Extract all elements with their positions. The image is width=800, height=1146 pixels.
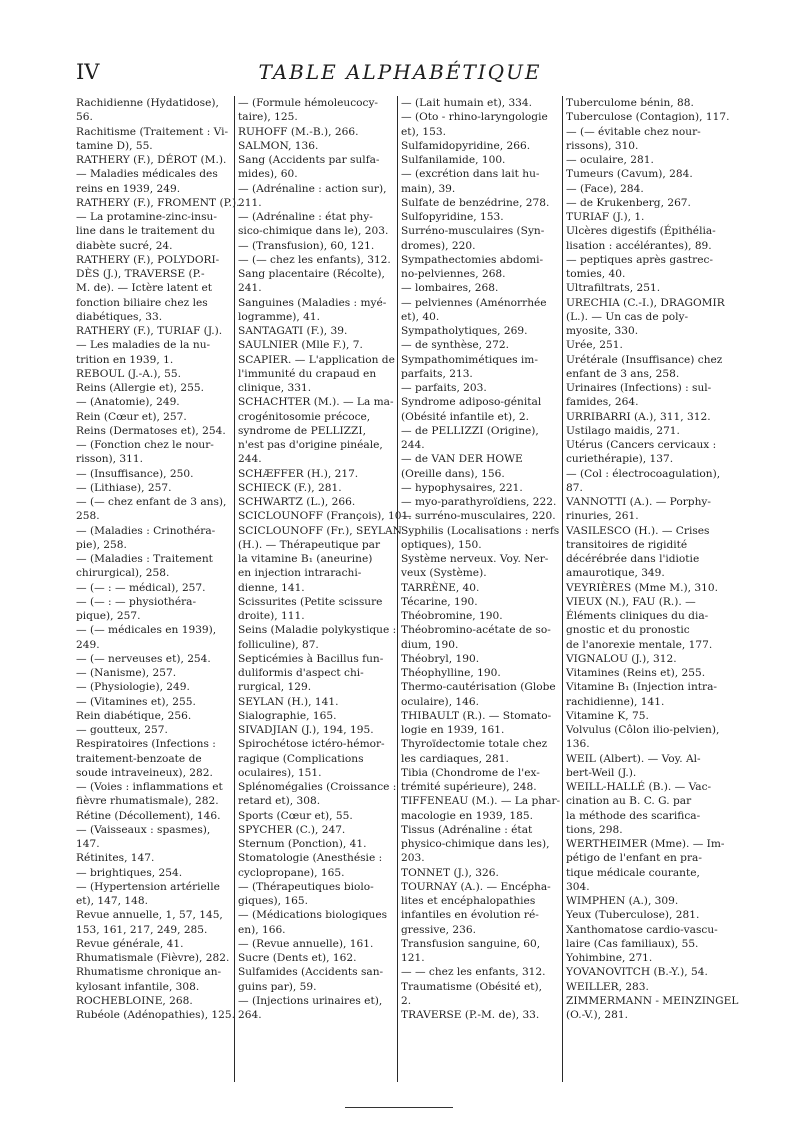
index-entry-line: la méthode des scarifica- (566, 809, 701, 822)
index-entry-line: — (Injections urinaires et), (238, 994, 383, 1007)
index-entry-line: Tuberculose (Contagion), 117. (566, 111, 730, 124)
index-entry-line: cination au B. C. G. par (566, 795, 692, 808)
index-entry-line: rurgical, 129. (238, 681, 312, 694)
index-entry-line: tions, 298. (566, 823, 623, 836)
index-entry-line: (H.). — Thérapeutique par (238, 538, 381, 551)
index-entry-line: 249. (76, 638, 100, 651)
index-entry-line: SAULNIER (Mlle F.), 7. (238, 339, 363, 352)
index-entry-line: Théobryl, 190. (401, 652, 480, 665)
index-entry-line: n'est pas d'origine pinéale, (238, 439, 383, 451)
index-entry-line: 264. (238, 1009, 262, 1021)
index-entry-line: — surréno-musculaires, 220. (401, 510, 556, 523)
index-entry-line: WEIL (Albert). — Voy. Al- (566, 752, 701, 765)
index-entry-line: Reins (Dermatoses et), 254. (76, 424, 226, 437)
index-entry-line: SCAPIER. — L'application de (238, 353, 395, 366)
index-entry-line: URRIBARRI (A.), 311, 312. (566, 410, 711, 423)
index-entry-line: — goutteux, 257. (76, 724, 168, 736)
column-divider (397, 96, 398, 1082)
index-entry-line: — (Lait humain et), 334. (401, 97, 533, 109)
index-entry-line: et), 153. (401, 125, 446, 138)
index-entry-line: Système nerveux. Voy. Ner- (401, 553, 549, 565)
index-entry-line: trémité supérieure), 248. (401, 781, 537, 793)
index-entry-line: folliculine), 87. (238, 638, 319, 651)
index-entry-line: en injection intrarachi- (238, 567, 362, 580)
index-entry-line: enfant de 3 ans, 258. (566, 367, 680, 380)
index-entry-line: Rhumatisme chronique an- (76, 966, 222, 979)
index-entry-line: VIEUX (N.), FAU (R.). — (566, 595, 696, 608)
index-entry-line: SALMON, 136. (238, 139, 319, 152)
index-entry-line: Sang placentaire (Récolte), (238, 268, 385, 280)
index-entry-line: YOVANOVITCH (B.-Y.), 54. (566, 966, 708, 979)
index-entry-line: — (Vitamines et), 255. (76, 695, 196, 708)
index-entry-line: REBOUL (J.-A.), 55. (76, 367, 181, 380)
index-entry-line: TIFFENEAU (M.). — La phar- (401, 795, 561, 808)
index-entry-line: — (Anatomie), 249. (76, 396, 180, 409)
index-entry-line: Théophylline, 190. (401, 667, 501, 679)
index-entry-line: SEYLAN (H.), 141. (238, 695, 339, 708)
index-entry-line: M. de). — Ictère latent et (76, 282, 213, 295)
index-entry-line: — oculaire, 281. (566, 154, 654, 166)
index-entry-line: — (— chez les enfants), 312. (238, 253, 391, 266)
index-entry-line: soude intraveineux), 282. (76, 766, 213, 779)
index-entry-line: Théobromino-acétate de so- (401, 624, 551, 637)
index-entry-line: pie), 258. (76, 538, 127, 551)
index-entry-line: Septicémies à Bacillus fun- (238, 652, 384, 665)
index-column-3 (401, 96, 561, 1086)
index-entry-line: Transfusion sanguine, 60, (401, 937, 541, 950)
index-entry-line: SANTAGATI (F.), 39. (238, 325, 348, 337)
index-entry-line: — (Col : électrocoagulation), (566, 467, 721, 480)
index-entry-line: Tissus (Adrénaline : état (401, 823, 533, 836)
index-entry-line: VEYRIÈRES (Mme M.), 310. (566, 581, 718, 594)
index-entry-line: kylosant infantile, 308. (76, 980, 200, 993)
index-entry-line: Tibia (Chondrome de l'ex- (401, 766, 540, 779)
index-entry-line: Éléments cliniques du dia- (566, 610, 709, 622)
index-entry-line: dromes), 220. (401, 239, 476, 252)
index-entry-line: bert-Weil (J.). (566, 766, 637, 779)
index-entry-line: — de VAN DER HOWE (401, 453, 523, 466)
index-entry-line: — (— nerveuses et), 254. (76, 652, 211, 665)
index-entry-line: Surréno-musculaires (Syn- (401, 225, 545, 238)
index-entry-line: logramme), 41. (238, 310, 321, 323)
index-entry-line: Ulcères digestifs (Épithélia- (566, 225, 716, 238)
page-title: TABLE ALPHABÉTIQUE (258, 60, 542, 84)
index-entry-line: gnostic et du pronostic (566, 624, 690, 637)
index-entry-line: — peptiques après gastrec- (566, 253, 713, 266)
index-entry-line: Sanguines (Maladies : myé- (238, 296, 387, 309)
index-entry-line: VANNOTTI (A.). — Porphy- (566, 496, 711, 508)
index-entry-line: traitement-benzoate de (76, 752, 202, 765)
index-entry-line: (L.). — Un cas de poly- (566, 310, 689, 323)
index-entry-line: VASILESCO (H.). — Crises (566, 524, 710, 537)
index-entry-line: RUHOFF (M.-B.), 266. (238, 125, 359, 138)
index-entry-line: — (— chez enfant de 3 ans), (76, 496, 227, 508)
index-entry-line: pique), 257. (76, 610, 141, 622)
index-entry-line: clinique, 331. (238, 382, 312, 394)
index-entry-line: no-pelviennes, 268. (401, 268, 506, 280)
index-entry-line: — parfaits, 203. (401, 382, 487, 394)
column-divider (562, 96, 563, 1082)
index-entry-line: oculaire), 146. (401, 695, 480, 708)
index-entry-line: SIVADJIAN (J.), 194, 195. (238, 724, 374, 736)
index-entry-line: trition en 1939, 1. (76, 353, 174, 366)
index-entry-line: — (Insuffisance), 250. (76, 467, 194, 480)
index-entry-line: — myo-parathyroïdiens, 222. (401, 496, 557, 508)
index-entry-line: RATHERY (F.), FROMENT (P.). (76, 196, 240, 209)
index-entry-line: Rubéole (Adénopathies), 125. (76, 1009, 236, 1021)
index-entry-line: Spirochétose ictéro-hémor- (238, 738, 385, 751)
index-entry-line: fonction biliaire chez les (76, 296, 208, 309)
index-entry-line: Rhumatismale (Fièvre), 282. (76, 952, 230, 964)
index-entry-line: ragique (Complications (238, 752, 364, 765)
index-entry-line: Rachidienne (Hydatidose), (76, 97, 219, 109)
index-entry-line: veux (Système). (401, 567, 487, 580)
index-entry-line: macologie en 1939, 185. (401, 809, 533, 822)
index-column-2 (238, 96, 412, 1086)
index-entry-line: Urinaires (Infections) : sul- (566, 382, 712, 394)
index-entry-line: Rétine (Décollement), 146. (76, 809, 221, 822)
index-entry-line: Ultrafiltrats, 251. (566, 282, 661, 295)
index-entry-line: syndrome de PELLIZZI, (238, 424, 366, 437)
index-entry-line: droite), 111. (238, 610, 305, 622)
index-entry-line: 241. (238, 282, 262, 295)
index-entry-line: SCICLOUNOFF (François), 101. (238, 510, 412, 523)
index-column-1 (76, 96, 240, 1086)
index-entry-line: — (— : — médical), 257. (76, 581, 206, 594)
index-entry-line: Scissurites (Petite scissure (238, 595, 383, 608)
index-entry-line: Syndrome adiposo-génital (401, 396, 542, 409)
index-entry-line: curiethérapie), 137. (566, 453, 674, 466)
index-entry-line: Urétérale (Insuffisance) chez (566, 353, 723, 366)
index-entry-line: — (Adrénaline : état phy- (238, 211, 373, 223)
index-entry-line: — lombaires, 268. (401, 282, 499, 295)
index-entry-line: 203. (401, 852, 425, 865)
index-entry-line: dium, 190. (401, 638, 459, 651)
index-entry-line: Sucre (Dents et), 162. (238, 952, 357, 964)
index-entry-line: Utérus (Cancers cervicaux : (566, 439, 717, 451)
index-entry-line: mides), 60. (238, 168, 298, 181)
index-entry-line: 244. (238, 453, 262, 466)
index-entry-line: SCHIECK (F.), 281. (238, 481, 342, 494)
index-entry-line: Thermo-cautérisation (Globe (401, 681, 556, 694)
index-entry-line: Rétinites, 147. (76, 852, 155, 865)
index-entry-line: ROCHEBLOINE, 268. (76, 994, 193, 1007)
index-entry-line: Tumeurs (Cavum), 284. (566, 168, 693, 181)
index-entry-line: et), 40. (401, 310, 440, 323)
index-entry-line: Revue générale, 41. (76, 937, 184, 950)
index-entry-line: crogénitosomie précoce, (238, 410, 371, 423)
index-entry-line: Reins (Allergie et), 255. (76, 382, 204, 394)
index-entry-line: — (Revue annuelle), 161. (238, 937, 374, 950)
index-entry-line: tomies, 40. (566, 268, 626, 280)
index-entry-line: THIBAULT (R.). — Stomato- (401, 709, 552, 722)
index-entry-line: — de PELLIZZI (Origine), (401, 424, 539, 437)
index-entry-line: — Les maladies de la nu- (76, 339, 211, 352)
index-entry-line: transitoires de rigidité (566, 538, 688, 551)
index-entry-line: TURIAF (J.), 1. (566, 211, 645, 223)
footer-rule (345, 1107, 453, 1108)
index-entry-line: Splénomégalies (Croissance : (238, 781, 397, 793)
index-columns (76, 96, 739, 1086)
index-entry-line: — Maladies médicales des (76, 168, 218, 181)
index-entry-line: Stomatologie (Anesthésie : (238, 852, 383, 865)
column-divider (234, 96, 235, 1082)
index-entry-line: lites et encéphalopathies (401, 895, 536, 907)
index-entry-line: — (Oto - rhino-laryngologie (401, 111, 548, 124)
index-entry-line: Sulfanilamide, 100. (401, 154, 506, 166)
index-entry-line: myosite, 330. (566, 325, 639, 337)
index-entry-line: — (— évitable chez nour- (566, 125, 701, 138)
index-entry-line: taire), 125. (238, 111, 298, 124)
index-entry-line: les cardiaques, 281. (401, 752, 509, 765)
index-entry-line: 121. (401, 952, 425, 964)
index-entry-line: guins par), 59. (238, 980, 317, 993)
index-entry-line: Revue annuelle, 1, 57, 145, (76, 909, 223, 922)
index-entry-line: chirurgical), 258. (76, 567, 170, 580)
index-entry-line: (O.-V.), 281. (566, 1009, 628, 1021)
index-entry-line: sico-chimique dans le), 203. (238, 225, 389, 238)
index-entry-line: — (Vaisseaux : spasmes), (76, 823, 211, 836)
index-entry-line: famides, 264. (566, 396, 639, 409)
index-entry-line: — (— : — physiothéra- (76, 595, 197, 608)
index-entry-line: 258. (76, 510, 100, 523)
index-entry-line: — (Physiologie), 249. (76, 681, 190, 694)
index-entry-line: Sulfate de benzédrine, 278. (401, 196, 550, 209)
index-entry-line: URECHIA (C.-I.), DRAGOMIR (566, 296, 725, 309)
index-entry-line: Tuberculome bénin, 88. (566, 97, 694, 109)
index-entry-line: TONNET (J.), 326. (401, 866, 499, 879)
index-entry-line: duliformis d'aspect chi- (238, 667, 364, 679)
index-entry-line: Rein (Cœur et), 257. (76, 410, 187, 423)
index-entry-line: Sympathomimétiques im- (401, 353, 538, 366)
index-entry-line: TOURNAY (A.). — Encépha- (401, 880, 551, 893)
index-entry-line: SPYCHER (C.), 247. (238, 823, 346, 836)
index-entry-line: Yohimbine, 271. (566, 952, 653, 964)
index-entry-line: rissons), 310. (566, 139, 639, 152)
index-entry-line: 87. (566, 481, 583, 494)
index-entry-line: rinuries, 261. (566, 510, 639, 523)
index-entry-line: Syphilis (Localisations : nerfs (401, 524, 560, 537)
index-entry-line: Sympatholytiques, 269. (401, 325, 528, 337)
index-entry-line: TRAVERSE (P.-M. de), 33. (401, 1009, 540, 1021)
index-entry-line: Rein diabétique, 256. (76, 709, 192, 722)
index-entry-line: Traumatisme (Obésité et), (401, 980, 543, 993)
index-entry-line: Sports (Cœur et), 55. (238, 809, 353, 822)
page-header (76, 60, 724, 88)
index-entry-line: Sulfopyridine, 153. (401, 211, 504, 223)
index-entry-line: reins en 1939, 249. (76, 182, 181, 195)
index-entry-line: logie en 1939, 161. (401, 724, 505, 736)
index-entry-line: — brightiques, 254. (76, 866, 183, 879)
index-entry-line: main), 39. (401, 182, 456, 195)
index-entry-line: Urée, 251. (566, 339, 623, 352)
index-entry-line: rachidienne), 141. (566, 695, 665, 708)
index-entry-line: — (Nanisme), 257. (76, 667, 177, 679)
index-entry-line: physico-chimique dans les), (401, 838, 550, 850)
index-entry-line: Sulfamides (Accidents san- (238, 966, 384, 979)
index-entry-line: Rachitisme (Traitement : Vi- (76, 125, 229, 138)
index-entry-line: infantiles en évolution ré- (401, 909, 539, 922)
index-entry-line: — (— médicales en 1939), (76, 624, 217, 637)
index-entry-line: — (Hypertension artérielle (76, 880, 220, 893)
index-entry-line: pétigo de l'enfant en pra- (566, 852, 702, 865)
index-entry-line: Vitamine K, 75. (566, 709, 649, 722)
index-entry-line: Sternum (Ponction), 41. (238, 838, 367, 850)
index-entry-line: (Obésité infantile et), 2. (401, 410, 530, 423)
index-entry-line: l'immunité du crapaud en (238, 367, 377, 380)
index-entry-line: amaurotique, 349. (566, 567, 665, 580)
index-entry-line: 136. (566, 738, 590, 751)
index-entry-line: Xanthomatose cardio-vascu- (566, 923, 718, 936)
index-entry-line: Volvulus (Côlon ilio-pelvien), (566, 724, 720, 736)
index-entry-line: 56. (76, 111, 93, 124)
index-entry-line: TARRÈNE, 40. (401, 581, 480, 594)
index-entry-line: WEILLER, 283. (566, 980, 649, 993)
index-entry-line: — (Voies : inflammations et (76, 781, 223, 793)
index-entry-line: — (Formule hémoleucocy- (238, 97, 379, 109)
index-entry-line: 153, 161, 217, 249, 285. (76, 923, 208, 936)
index-entry-line: 2. (401, 994, 412, 1007)
index-entry-line: SCHWARTZ (L.), 266. (238, 496, 356, 508)
index-entry-line: tamine D), 55. (76, 139, 153, 152)
index-entry-line: Sialographie, 165. (238, 709, 337, 722)
index-entry-line: (Oreille dans), 156. (401, 467, 505, 480)
index-entry-line: — (Maladies : Crinothéra- (76, 524, 216, 537)
index-entry-line: la vitamine B₁ (aneurine) (238, 553, 373, 565)
index-entry-line: — (Lithiase), 257. (76, 481, 172, 494)
index-entry-line: Sympathectomies abdomi- (401, 253, 544, 266)
index-entry-line: lisation : accélérantes), 89. (566, 239, 712, 252)
index-entry-line: RATHERY (F.), POLYDORI- (76, 253, 220, 266)
index-entry-line: WERTHEIMER (Mme). — Im- (566, 838, 725, 850)
index-entry-line: risson), 311. (76, 453, 143, 466)
index-entry-line: Théobromine, 190. (401, 610, 503, 622)
page-number: IV (76, 60, 100, 84)
index-entry-line: SCHACHTER (M.). — La ma- (238, 396, 394, 409)
index-entry-line: diabétiques, 33. (76, 310, 163, 323)
index-column-4 (566, 96, 739, 1086)
index-entry-line: retard et), 308. (238, 795, 321, 808)
index-entry-line: 147. (76, 838, 100, 850)
index-entry-line: et), 147, 148. (76, 895, 148, 907)
index-entry-line: dienne, 141. (238, 581, 305, 594)
index-entry-line: Yeux (Tuberculose), 281. (566, 909, 700, 922)
index-entry-line: Sulfamidopyridine, 266. (401, 139, 531, 152)
index-entry-line: — (Maladies : Traitement (76, 553, 213, 565)
index-entry-line: — La protamine-zinc-insu- (76, 211, 217, 223)
index-entry-line: — de Krukenberg, 267. (566, 196, 691, 209)
index-entry-line: décérébrée dans l'idiotie (566, 553, 700, 565)
index-entry-line: — (excrétion dans lait hu- (401, 168, 540, 181)
index-entry-line: oculaires), 151. (238, 766, 322, 779)
index-entry-line: RATHERY (F.), DÉROT (M.). (76, 154, 227, 166)
index-entry-line: WIMPHEN (A.), 309. (566, 895, 679, 907)
index-entry-line: — (Transfusion), 60, 121. (238, 239, 375, 252)
index-entry-line: ZIMMERMANN - MEINZINGEL (566, 994, 739, 1007)
index-entry-line: VIGNALOU (J.), 312. (566, 652, 677, 665)
index-entry-line: Vitamines (Reins et), 255. (566, 667, 706, 679)
index-entry-line: DÈS (J.), TRAVERSE (P.- (76, 268, 205, 280)
index-entry-line: en), 166. (238, 923, 286, 936)
index-entry-line: fièvre rhumatismale), 282. (76, 795, 219, 808)
index-entry-line: Técarine, 190. (401, 595, 478, 608)
index-entry-line: Respiratoires (Infections : (76, 738, 216, 751)
index-entry-line: RATHERY (F.), TURIAF (J.). (76, 325, 223, 337)
index-entry-line: WEILL-HALLÉ (B.). — Vac- (566, 781, 712, 793)
index-entry-line: 211. (238, 196, 262, 209)
index-entry-line: laire (Cas familiaux), 55. (566, 937, 699, 950)
index-entry-line: — — chez les enfants, 312. (401, 966, 546, 979)
index-entry-line: 244. (401, 439, 425, 451)
index-entry-line: de l'anorexie mentale, 177. (566, 638, 713, 651)
index-entry-line: Thyroïdectomie totale chez (401, 738, 548, 751)
index-entry-line: optiques), 150. (401, 538, 482, 551)
index-entry-line: line dans le traitement du (76, 225, 215, 238)
index-entry-line: cyclopropane), 165. (238, 866, 345, 879)
index-entry-line: — (Médications biologiques (238, 909, 388, 922)
index-entry-line: giques), 165. (238, 895, 308, 907)
index-entry-line: — (Face), 284. (566, 182, 644, 195)
index-entry-line: — de synthèse, 272. (401, 339, 510, 352)
index-entry-line: diabète sucré, 24. (76, 239, 173, 252)
index-entry-line: gressive, 236. (401, 923, 476, 936)
index-entry-line: tique médicale courante, (566, 866, 700, 879)
index-entry-line: Seins (Maladie polykystique : (238, 624, 397, 637)
index-entry-line: parfaits, 213. (401, 367, 473, 380)
index-entry-line: — hypophysaires, 221. (401, 481, 523, 494)
index-entry-line: 304. (566, 880, 590, 893)
index-entry-line: — pelviennes (Aménorrhée (401, 296, 547, 309)
index-entry-line: SCICLOUNOFF (Fr.), SEYLAN (238, 524, 402, 537)
index-entry-line: — (Fonction chez le nour- (76, 439, 214, 451)
index-entry-line: — (Thérapeutiques biolo- (238, 880, 374, 893)
index-entry-line: Ustilago maidis, 271. (566, 424, 680, 437)
index-entry-line: Vitamine B₁ (Injection intra- (566, 681, 717, 694)
index-entry-line: — (Adrénaline : action sur), (238, 182, 387, 195)
index-entry-line: Sang (Accidents par sulfa- (238, 154, 380, 166)
index-entry-line: SCHÆFFER (H.), 217. (238, 467, 359, 480)
